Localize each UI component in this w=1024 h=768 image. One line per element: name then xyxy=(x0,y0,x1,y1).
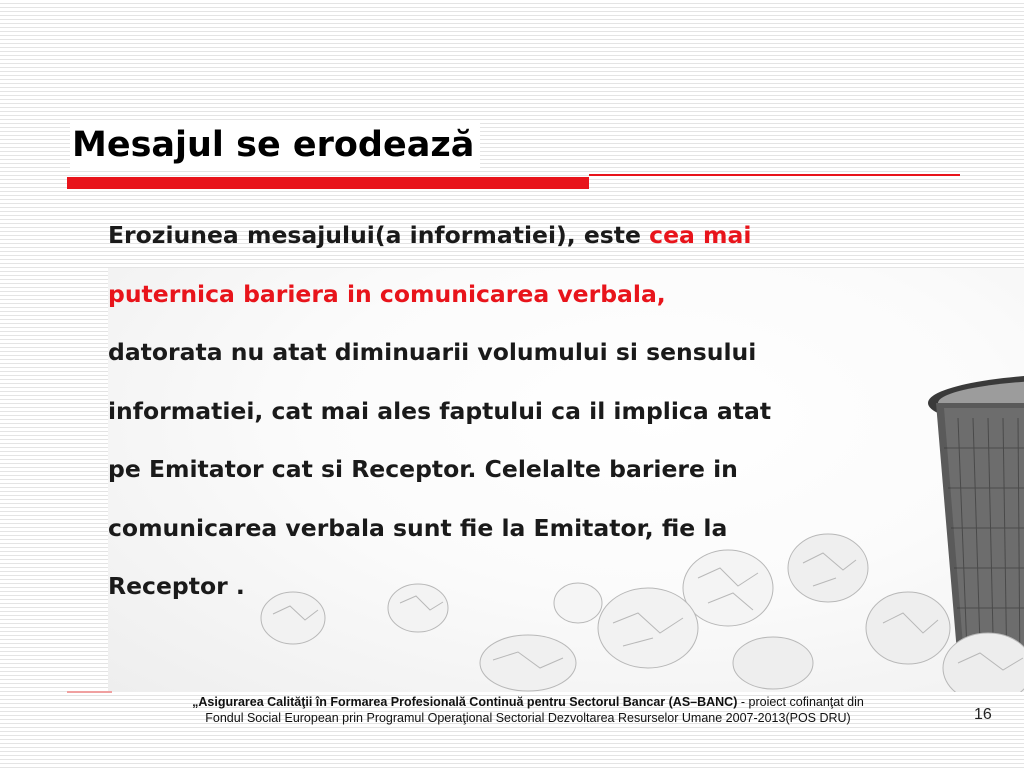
body-text-run: datorata nu atat diminuarii volumului si sensului xyxy=(108,338,757,366)
title-underline-thin xyxy=(589,174,960,176)
body-highlight-text: puternica bariera in comunicarea verbala, xyxy=(108,279,666,308)
footer-funding-text: Fondul Social European prin Programul Operaţional Sectorial Dezvoltarea Resurselor Umane 2007-2013(POS DRU) xyxy=(205,711,851,725)
body-text-run: pe Emitator cat si Receptor. Celelalte bariere in xyxy=(108,455,738,483)
footer-project-name: „Asigurarea Calităţii în Formarea Profesională Continuă pentru Sectorul Bancar (AS–BANC) xyxy=(192,695,738,709)
title-underline-thick xyxy=(67,177,589,189)
body-highlight-text: cea mai xyxy=(649,221,752,249)
slide-title: Mesajul se erodează xyxy=(70,122,480,168)
footer xyxy=(108,694,948,726)
body-paragraph xyxy=(108,206,928,616)
body-text-run: Receptor . xyxy=(108,572,245,600)
footer-divider xyxy=(67,691,112,693)
body-text-run: comunicarea verbala sunt fie la Emitator, fie la xyxy=(108,513,728,542)
body-text-run: informatiei, cat mai ales faptului ca il implica atat xyxy=(108,396,772,425)
body-text-run: Eroziunea mesajului(a informatiei), este xyxy=(108,221,650,249)
page-number: 16 xyxy=(974,706,992,723)
footer-cofinance-text: - proiect cofinanţat din xyxy=(737,695,864,709)
